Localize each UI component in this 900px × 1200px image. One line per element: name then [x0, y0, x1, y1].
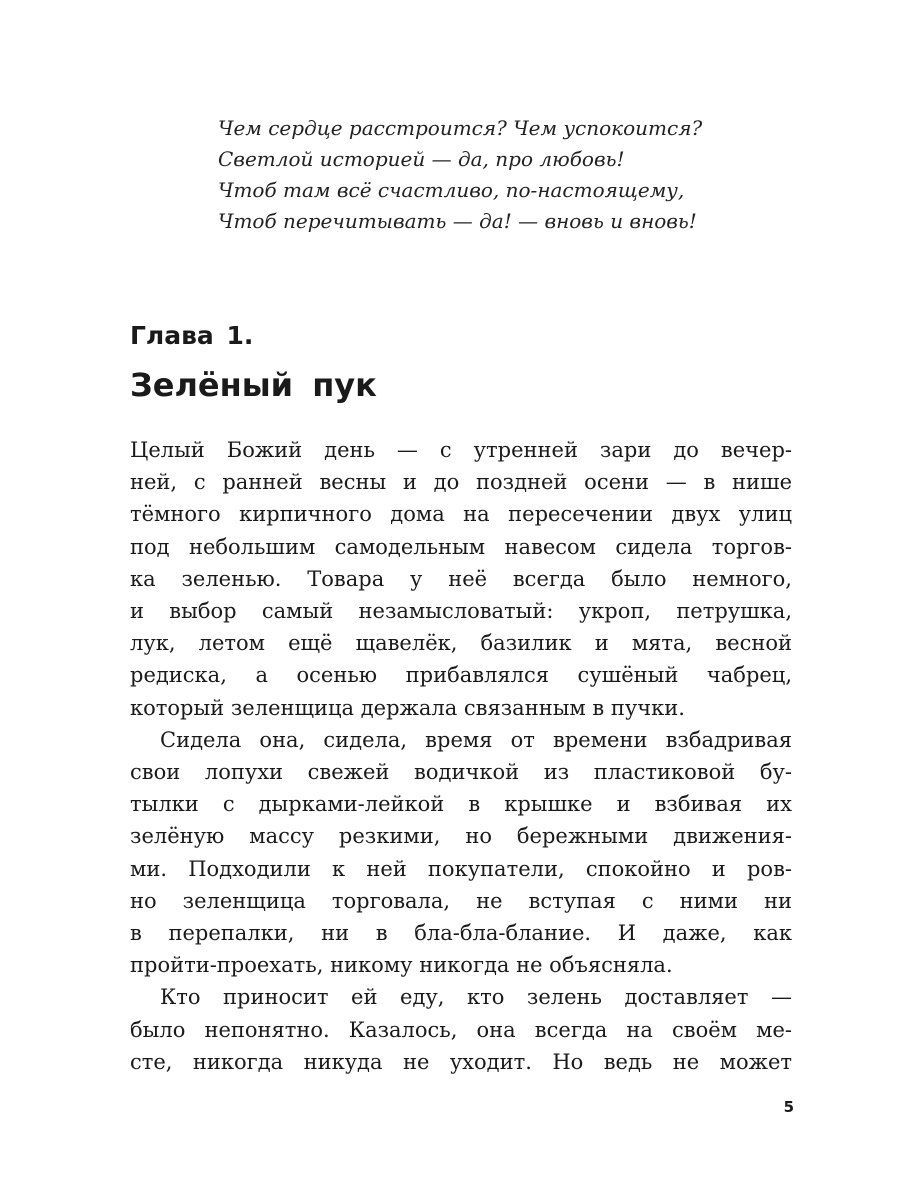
body-text — [130, 434, 792, 1078]
epigraph-line: Чтоб там всё счастливо, по-настоящему, — [218, 178, 685, 202]
text-line: ней, с ранней весны и до поздней осени — в нише — [130, 470, 792, 495]
text-line: было непонятно. Казалось, она всегда на своём ме- — [130, 1017, 792, 1042]
text-line: и выбор самый незамысловатый: укроп, петрушка, — [130, 599, 792, 624]
text-line: под небольшим самодельным навесом сидела торгов- — [130, 534, 792, 559]
epigraph-line: Светлой историей — да, про любовь! — [218, 147, 625, 171]
text-line: Целый Божий день — с утренней зари до вечер- — [130, 438, 792, 462]
text-line: тылки с дырками-лейкой в крышке и взбивая их — [130, 792, 792, 817]
text-line: тёмного кирпичного дома на пересечении двух улиц — [130, 502, 792, 527]
text-line: Кто приносит ей еду, кто зелень доставляет — — [160, 985, 792, 1010]
text-line: в перепалки, ни в бла-бла-блание. И даже, как — [130, 921, 792, 946]
text-line: но зеленщица торговала, не вступая с ними ни — [130, 888, 792, 913]
text-line: зелёную массу резкими, но бережными движения- — [130, 824, 792, 849]
text-line: ми. Подходили к ней покупатели, спокойно и ров- — [130, 856, 792, 881]
text-line: ка зеленью. Товара у неё всегда было немного, — [130, 566, 792, 591]
epigraph-line: Чтоб перечитывать — да! — вновь и вновь! — [218, 209, 697, 233]
text-line: сте, никогда никуда не уходит. Но ведь не может — [130, 1049, 792, 1074]
chapter-title: Зелёный пук — [130, 366, 377, 404]
text-line: который зеленщица держала связанным в пучки. — [130, 695, 685, 720]
text-line: Сидела она, сидела, время от времени взбадривая — [160, 727, 792, 752]
epigraph-line: Чем сердце расстроится? Чем успокоится? — [218, 116, 703, 140]
page-number: 5 — [783, 1098, 794, 1116]
text-line: свои лопухи свежей водичкой из пластиковой бу- — [130, 760, 792, 785]
text-line: пройти-проехать, никому никогда не объясняла. — [130, 953, 673, 978]
epigraph — [218, 113, 778, 237]
text-line: лук, летом ещё щавелёк, базилик и мята, весной — [130, 631, 792, 656]
chapter-label: Глава 1. — [130, 321, 254, 350]
text-line: редиска, а осенью прибавлялся сушёный чабрец, — [130, 663, 792, 688]
